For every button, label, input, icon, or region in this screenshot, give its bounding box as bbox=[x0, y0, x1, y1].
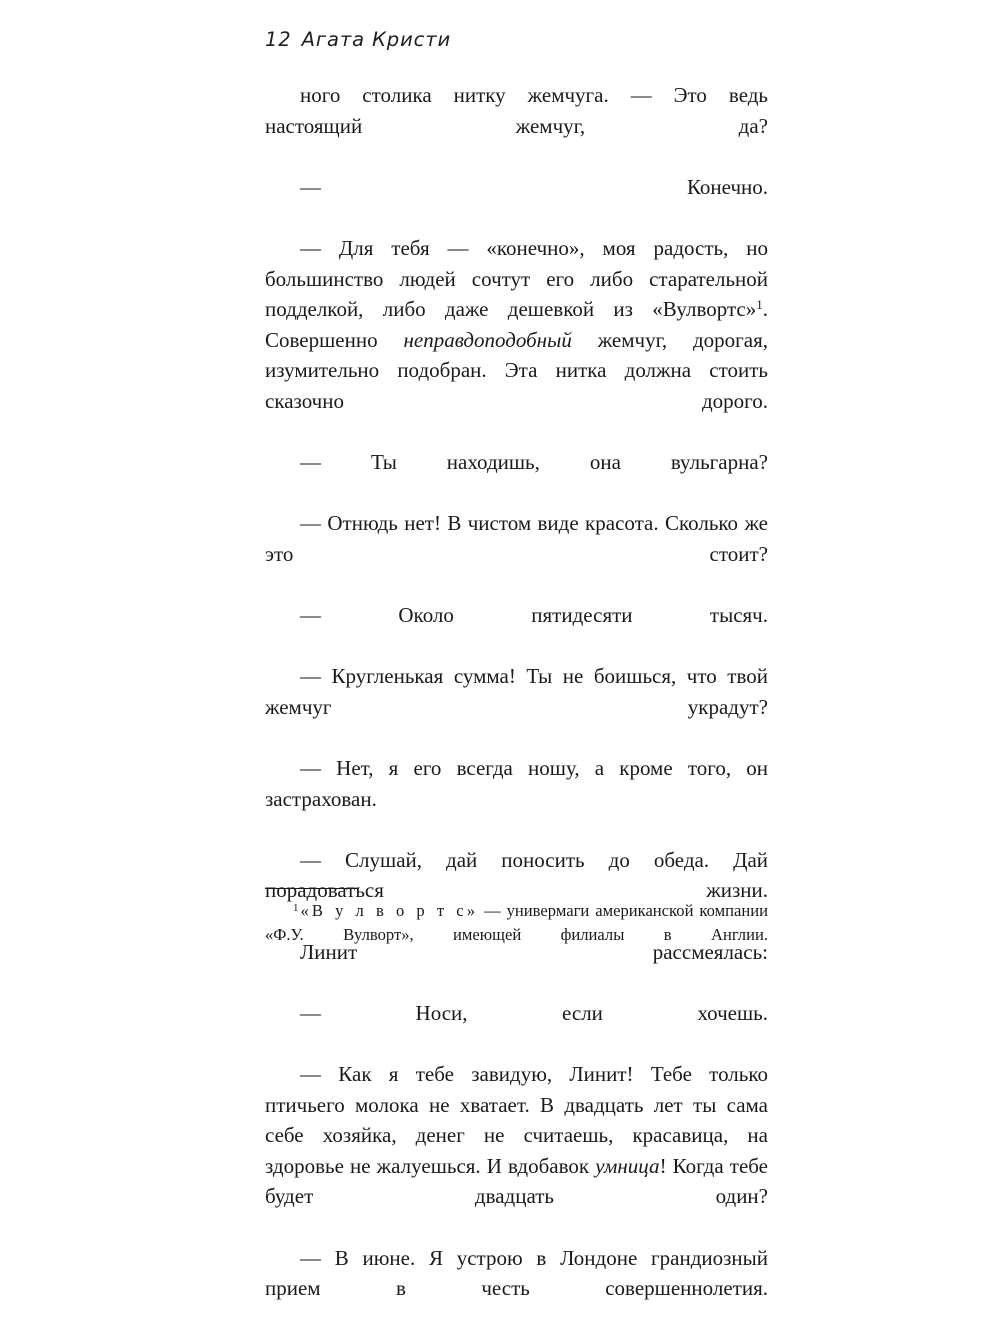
body-paragraph bbox=[265, 508, 768, 600]
footnote-number-marker: 1 bbox=[293, 901, 299, 914]
text-run: — универмаги американской компании «Ф.У. Вулворт», имеющей филиалы в Англии. bbox=[265, 901, 768, 944]
text-run: — Для тебя — «конечно», моя радость, но большинство людей сочтут его либо старательной подделкой, либо даже дешевкой из «Вулвортс» bbox=[265, 235, 768, 322]
text-run: — Кругленькая сумма! Ты не боишься, что твой жемчуг украдут? bbox=[265, 664, 768, 719]
text-run: — Как я тебе завидую, Линит! Тебе только птичьего молока не хватает. В двадцать лет ты сама себе хозяйка, денег не считаешь, красавица, на здоровье не жалуешься. И вдобавок bbox=[265, 1062, 768, 1178]
footnote-zone bbox=[265, 888, 768, 970]
running-head bbox=[265, 28, 451, 51]
footnote-text bbox=[265, 899, 768, 970]
footnote-reference-marker[interactable]: 1 bbox=[756, 297, 763, 313]
text-run: — Отнюдь нет! В чистом виде красота. Сколько же это стоит? bbox=[265, 511, 768, 566]
page-folio-number: 12 bbox=[265, 28, 292, 51]
text-run: жемчуг, дорогая, изумительно подобран. Эта нитка должна стоить сказочно дорого. bbox=[265, 327, 768, 413]
body-paragraph bbox=[265, 600, 768, 661]
text-run: — Около пятидесяти тысяч. bbox=[300, 603, 768, 628]
emphasis-text: неправдоподобный bbox=[403, 327, 572, 352]
body-paragraph bbox=[265, 80, 768, 172]
body-text-block bbox=[265, 80, 768, 1334]
letterspaced-term: «В у л в о р т с» bbox=[300, 901, 479, 920]
body-paragraph bbox=[265, 661, 768, 753]
body-paragraph bbox=[265, 172, 768, 233]
body-paragraph bbox=[265, 233, 768, 447]
text-run: — Слушай, дай поносить до обеда. Дай порадоваться жизни. bbox=[265, 847, 768, 903]
body-paragraph bbox=[265, 998, 768, 1059]
body-paragraph bbox=[265, 753, 768, 845]
body-paragraph bbox=[265, 447, 768, 508]
text-run: — Носи, если хочешь. bbox=[300, 1000, 768, 1025]
text-run: ного столика нитку жемчуга. — Это ведь настоящий жемчуг, да? bbox=[265, 83, 768, 138]
footnote-separator-rule bbox=[265, 888, 359, 889]
text-run: . Совершенно bbox=[265, 297, 768, 352]
text-run: — Конечно. bbox=[300, 174, 768, 199]
text-run: ! Когда тебе будет двадцать один? bbox=[265, 1153, 769, 1209]
text-run: Линит рассмеялась: bbox=[300, 939, 768, 964]
text-run: — Нет, я его всегда ношу, а кроме того, он застрахован. bbox=[265, 756, 768, 811]
text-run: — Ты находишь, она вульгарна? bbox=[300, 450, 768, 475]
text-run: — В июне. Я устрою в Лондоне грандиозный прием в честь совершеннолетия. bbox=[265, 1245, 768, 1301]
emphasis-text: умница bbox=[595, 1153, 660, 1178]
running-head-author: Агата Кристи bbox=[301, 28, 452, 51]
body-paragraph bbox=[265, 1059, 768, 1243]
body-paragraph bbox=[265, 1243, 768, 1334]
